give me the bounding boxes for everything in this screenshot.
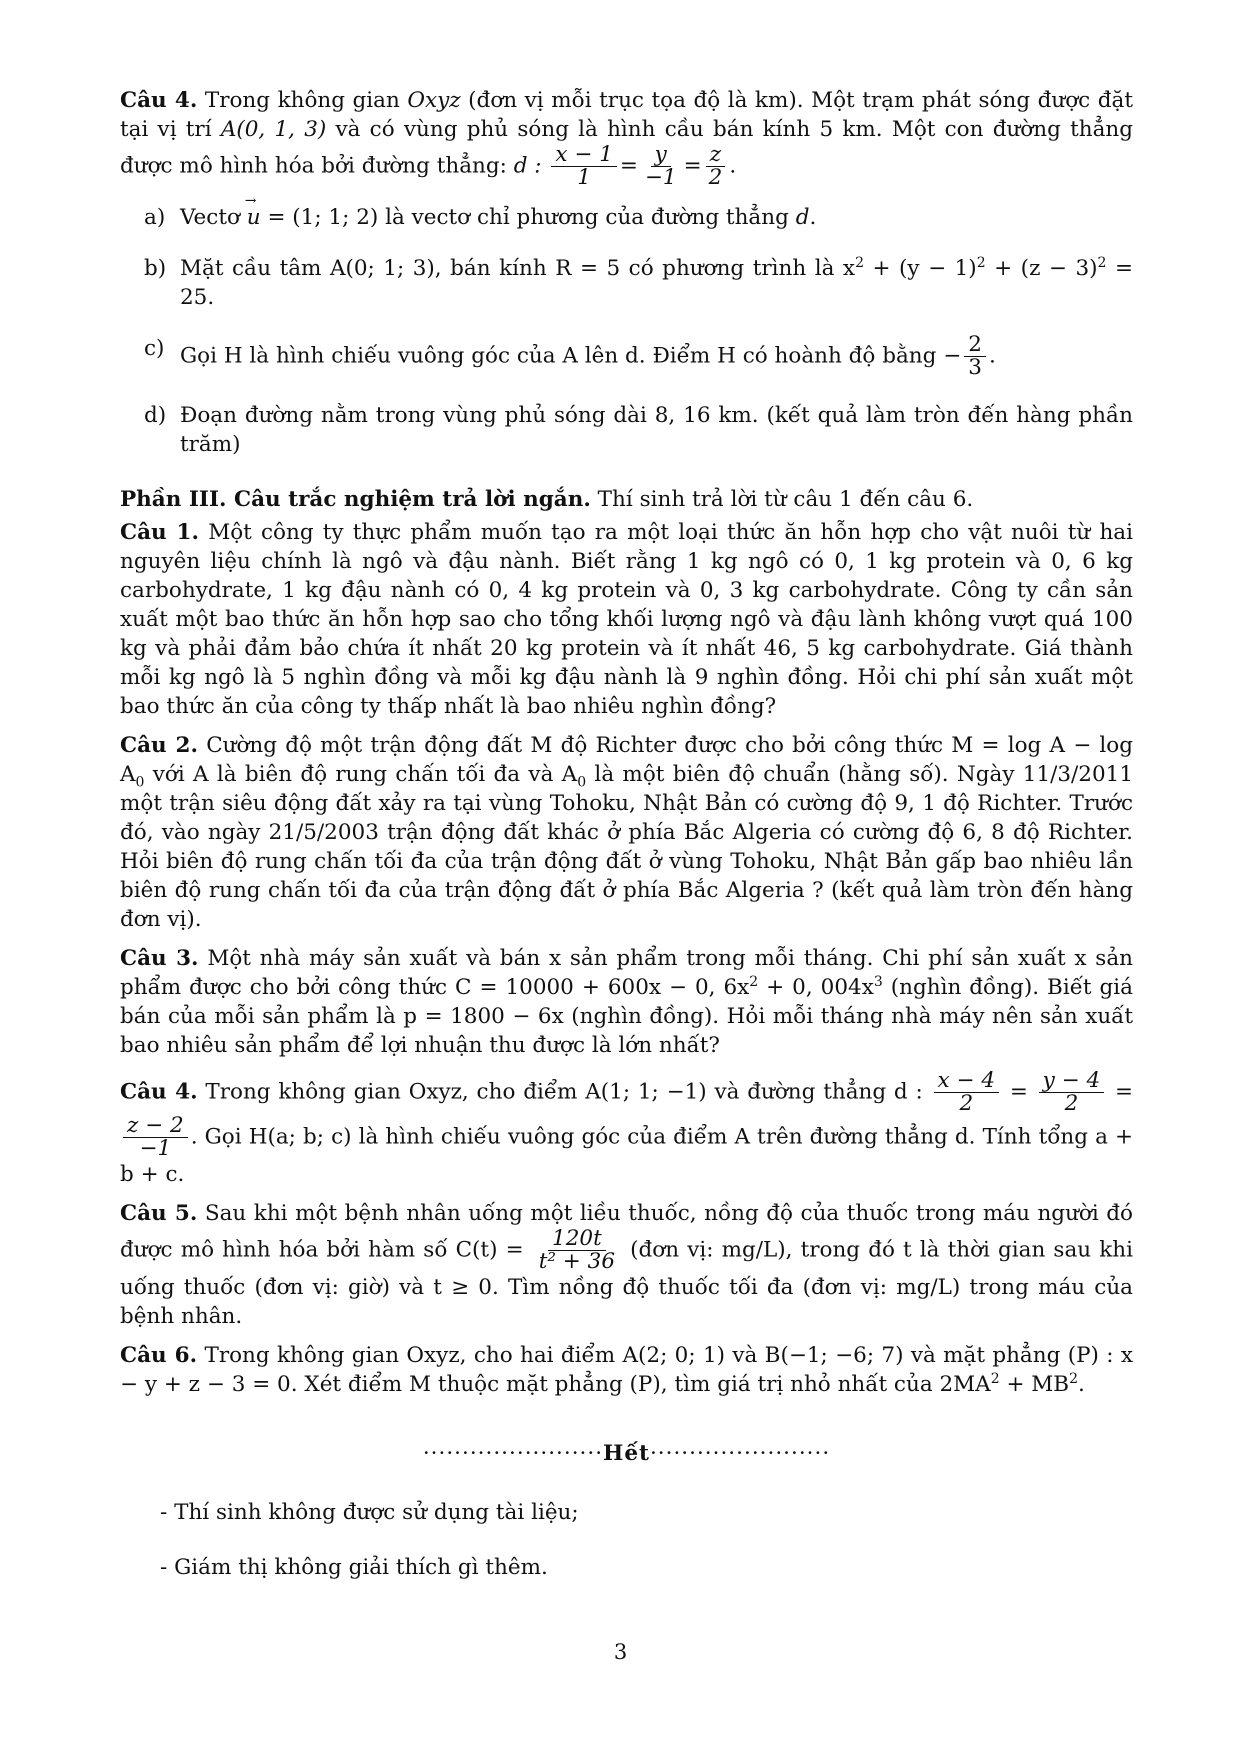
fraction: $\frac{2}{3}$	[964, 334, 986, 379]
statement-a: a) Vectơ → u = (1; 1; 2) là vectơ chỉ phương của đường thẳng d.	[144, 203, 1133, 232]
fraction: $\frac{120t}{\text{t² + 36}}$	[538, 1226, 616, 1274]
question-4: Câu 4. Trong không gian Oxyz, cho điểm A(1; 1; −1) và đường thẳng d : $\frac{x - 4}{2}$ = $\frac{y - 4}{2}$ = $\frac{z - 2}{-1}$ . Gọi H(a; b; c) là hình chiếu vuông góc của điểm A trên đường thẳng d. Tính tổng a + b + c.	[120, 1068, 1134, 1187]
fraction: $\frac{z}{2}$	[705, 144, 727, 189]
page-number: 3	[613, 1640, 628, 1664]
end-marker: ·······················Hết·······················	[422, 1441, 831, 1466]
fraction: $\frac{y - 4}{2}$	[1039, 1070, 1105, 1115]
statement-list	[144, 203, 1133, 459]
question-6: Câu 6. Trong không gian Oxyz, cho hai điểm A(2; 0; 1) và B(−1; −6; 7) và mặt phẳng (P) : x − y + z − 3 = 0. Xét điểm M thuộc mặt phẳng (P), tìm giá trị nhỏ nhất của $2MA^2 + MB^2$.	[120, 1343, 1134, 1397]
fraction: $\frac{x - 1}{1}$	[551, 144, 617, 189]
question-4-part2: Câu 4. Trong không gian Oxyz (đơn vị mỗi trục tọa độ là km). Một trạm phát sóng được đặt tại vị trí A(0, 1, 3) và có vùng phủ sóng là hình cầu bán kính 5 km. Một con đường thẳng được mô hình hóa bởi đường thẳng: d : $\frac{x - 1}{1}$ = $\frac{y}{-1}$ = $\frac{z}{2}$ .	[120, 88, 1133, 190]
vector-u: → u	[247, 203, 261, 232]
question-5: Câu 5. Sau khi một bệnh nhân uống một liều thuốc, nồng độ của thuốc trong máu người đó được mô hình hóa bởi hàm số C(t) = $\frac{120t}{\text{t² + 36}}$ (đơn vị: mg/L), trong đó t là thời gian sau khi uống thuốc (đơn vị: giờ) và t ≥ 0. Tìm nồng độ thuốc tối đa (đơn vị: mg/L) trong máu của bệnh nhân.	[120, 1201, 1133, 1329]
fraction: $\frac{x - 4}{2}$	[934, 1070, 1000, 1115]
note-2: - Giám thị không giải thích gì thêm.	[160, 1555, 548, 1580]
question-2: Câu 2. Cường độ một trận động đất M độ Richter được cho bởi công thức $M = \log A - \log A_0$ với A là biên độ rung chấn tối đa và $A_0$ là một biên độ chuẩn (hằng số). Ngày 11/3/2011 một trận siêu động đất xảy ra tại vùng Tohoku, Nhật Bản có cường độ 9, 1 độ Richter. Trước đó, vào ngày 21/5/2003 trận động đất khác ở phía Bắc Algeria có cường độ 6, 8 độ Richter. Hỏi biên độ rung chấn tối đa của trận động đất ở vùng Tohoku, Nhật Bản gấp bao nhiêu lần biên độ rung chấn tối đa của trận động đất ở phía Bắc Algeria ? (kết quả làm tròn đến hàng đơn vị).	[120, 733, 1134, 932]
fraction: $\frac{y}{-1}$	[644, 142, 677, 190]
statement-c: c) Gọi H là hình chiếu vuông góc của A lên d. Điểm H có hoành độ bằng − $\frac{2}{3}$ .	[144, 332, 996, 380]
question-label: Câu 4.	[120, 88, 198, 113]
statement-d: d) Đoạn đường nằm trong vùng phủ sóng dài 8, 16 km. (kết quả làm tròn đến hàng phần trăm)	[144, 403, 1133, 457]
question-3: Câu 3. Một nhà máy sản xuất và bán x sản phẩm trong mỗi tháng. Chi phí sản xuất x sản phẩm được cho bởi công thức C = 10000 + 600x − 0, $6x^2 + 0$, $004x^3$ (nghìn đồng). Biết giá bán của mỗi sản phẩm là p = 1800 − 6x (nghìn đồng). Hỏi mỗi tháng nhà máy nên sản xuất bao nhiêu sản phẩm để lợi nhuận thu được là lớn nhất?	[120, 946, 1134, 1058]
fraction: $\frac{z - 2}{-1}$	[123, 1115, 188, 1160]
note-1: - Thí sinh không được sử dụng tài liệu;	[160, 1500, 579, 1525]
part-3-heading: Phần III. Câu trắc nghiệm trả lời ngắn. Thí sinh trả lời từ câu 1 đến câu 6.	[120, 487, 974, 512]
statement-b: b) Mặt cầu tâm A(0; 1; 3), bán kính R = 5 có phương trình là $x^2 + (y - 1)^2 + (z - 3)^2 = 25$.	[144, 254, 1133, 310]
exam-page	[120, 86, 1133, 1608]
question-1: Câu 1. Một công ty thực phẩm muốn tạo ra một loại thức ăn hỗn hợp cho vật nuôi từ hai nguyên liệu chính là ngô và đậu nành. Biết rằng 1 kg ngô có 0, 1 kg protein và 0, 6 kg carbohydrate, 1 kg đậu nành có 0, 4 kg protein và 0, 3 kg carbohydrate. Công ty cần sản xuất một bao thức ăn hỗn hợp sao cho tổng khối lượng ngô và đậu lành không vượt quá 100 kg và phải đảm bảo chứa ít nhất 20 kg protein và ít nhất 46, 5 kg carbohydrate. Giá thành mỗi kg ngô là 5 nghìn đồng và mỗi kg đậu nành là 9 nghìn đồng. Hỏi chi phí sản xuất một bao thức ăn của công ty thấp nhất là bao nhiêu nghìn đồng?	[120, 520, 1133, 719]
